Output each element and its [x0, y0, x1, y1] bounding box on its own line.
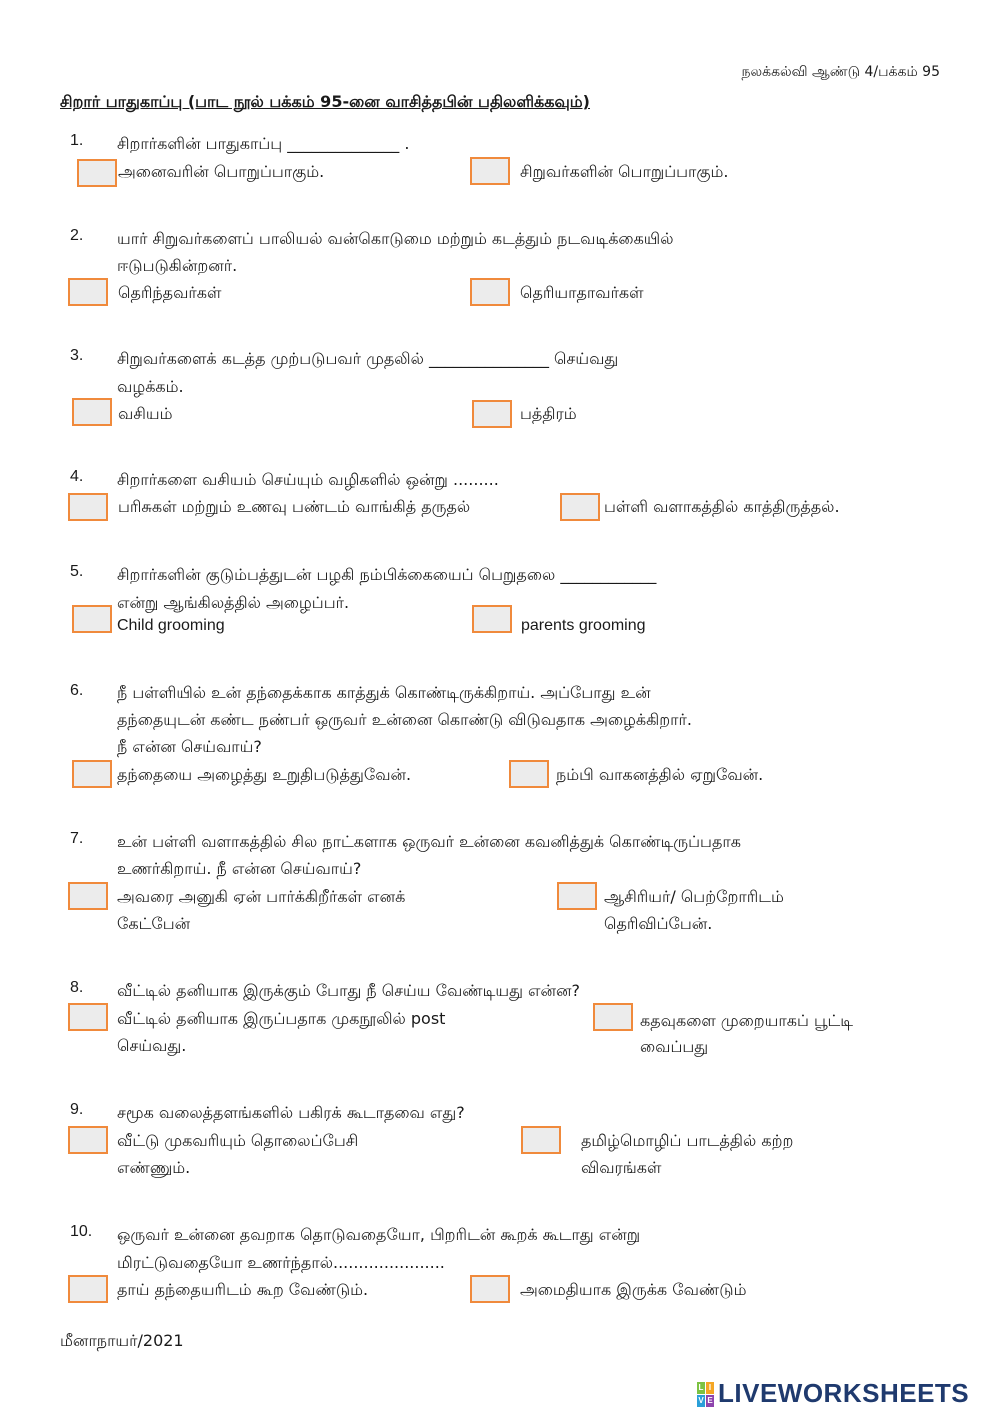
- question-number: 8.: [70, 979, 84, 996]
- page-reference: நலக்கல்வி ஆண்டு 4/பக்கம் 95: [741, 64, 940, 80]
- question-number: 1.: [70, 132, 84, 149]
- question-number: 10.: [70, 1223, 93, 1240]
- option-label: வீட்டில் தனியாக இருப்பதாக முகநூலில் post: [117, 1009, 446, 1028]
- option-label: நம்பி வாகனத்தில் ஏறுவேன்.: [556, 765, 764, 784]
- answer-checkbox[interactable]: [68, 882, 108, 910]
- question-text: வீட்டில் தனியாக இருக்கும் போது நீ செய்ய வேண்டியது என்ன?: [117, 981, 581, 1000]
- option-label: வசியம்: [118, 404, 173, 423]
- option-label: கதவுகளை முறையாகப் பூட்டி: [640, 1011, 853, 1030]
- option-label: பத்திரம்: [520, 404, 577, 423]
- answer-checkbox[interactable]: [68, 1003, 108, 1031]
- answer-checkbox[interactable]: [68, 1275, 108, 1303]
- answer-checkbox[interactable]: [593, 1003, 633, 1031]
- option-label: தந்தையை அழைத்து உறுதிபடுத்துவேன்.: [117, 765, 412, 784]
- question-number: 5.: [70, 563, 84, 580]
- question-text: உன் பள்ளி வளாகத்தில் சில நாட்களாக ஒருவர் உன்னை கவனித்துக் கொண்டிருப்பதாக: [117, 832, 741, 851]
- question-text: சமூக வலைத்தளங்களில் பகிரக் கூடாதவை எது?: [117, 1103, 465, 1122]
- answer-checkbox[interactable]: [557, 882, 597, 910]
- question-text: ஒருவர் உன்னை தவறாக தொடுவதையோ, பிறரிடன் கூறக் கூடாது என்று: [117, 1225, 641, 1244]
- answer-checkbox[interactable]: [72, 605, 112, 633]
- option-label: பள்ளி வளாகத்தில் காத்திருத்தல்.: [604, 497, 840, 516]
- question-text: தந்தையுடன் கண்ட நண்பர் ஒருவர் உன்னை கொண்டு விடுவதாக அழைக்கிறார்.: [117, 710, 692, 729]
- answer-checkbox[interactable]: [470, 157, 510, 185]
- question-text: நீ என்ன செய்வாய்?: [117, 737, 262, 756]
- logo-mark-v: V: [698, 1396, 704, 1405]
- question-text: மிரட்டுவதையோ உணர்ந்தால்......................: [117, 1253, 445, 1272]
- question-text: சிறார்களின் பாதுகாப்பு ______________ .: [117, 134, 410, 153]
- question-text: என்று ஆங்கிலத்தில் அழைப்பர்.: [117, 593, 350, 612]
- question-number: 4.: [70, 468, 84, 485]
- question-text: சிறுவர்களைக் கடத்த முற்படுபவர் முதலில் _______________ செய்வது: [117, 349, 619, 368]
- question-number: 9.: [70, 1101, 84, 1118]
- answer-checkbox[interactable]: [77, 159, 117, 187]
- option-label: parents grooming: [521, 617, 646, 634]
- option-label: விவரங்கள்: [581, 1158, 662, 1177]
- question-text: உணர்கிறாய். நீ என்ன செய்வாய்?: [117, 859, 362, 878]
- option-label: தெரிந்தவர்கள்: [118, 283, 222, 302]
- answer-checkbox[interactable]: [72, 760, 112, 788]
- question-text: யார் சிறுவர்களைப் பாலியல் வன்கொடுமை மற்றும் கடத்தும் நடவடிக்கையில்: [117, 229, 674, 248]
- question-number: 2.: [70, 227, 84, 244]
- answer-checkbox[interactable]: [472, 605, 512, 633]
- question-text: சிறார்களின் குடும்பத்துடன் பழகி நம்பிக்கையைப் பெறுதலை ____________: [117, 565, 657, 584]
- answer-checkbox[interactable]: [68, 278, 108, 306]
- answer-checkbox[interactable]: [72, 398, 112, 426]
- logo-mark-e: E: [707, 1396, 713, 1405]
- option-label: வீட்டு முகவரியும் தொலைப்பேசி: [117, 1131, 359, 1150]
- option-label: பரிசுகள் மற்றும் உணவு பண்டம் வாங்கித் தருதல்: [118, 497, 471, 516]
- option-label: அவரை அனுகி ஏன் பார்க்கிறீர்கள் எனக்: [117, 887, 406, 906]
- logo-mark-i: I: [706, 1382, 714, 1394]
- question-number: 3.: [70, 347, 84, 364]
- question-number: 7.: [70, 830, 84, 847]
- question-text: வழக்கம்.: [117, 377, 184, 396]
- option-label: கேட்பேன்: [117, 914, 191, 933]
- question-text: நீ பள்ளியில் உன் தந்தைக்காக காத்துக் கொண்டிருக்கிறாய். அப்போது உன்: [117, 683, 651, 702]
- answer-checkbox[interactable]: [68, 1126, 108, 1154]
- option-label: சிறுவர்களின் பொறுப்பாகும்.: [520, 162, 729, 181]
- option-label: அனைவரின் பொறுப்பாகும்.: [118, 162, 325, 181]
- answer-checkbox[interactable]: [560, 493, 600, 521]
- option-label: எண்ணும்.: [117, 1158, 191, 1177]
- answer-checkbox[interactable]: [68, 493, 108, 521]
- liveworksheets-logo[interactable]: LIVEWORKSHEETS: [718, 1378, 970, 1408]
- answer-checkbox[interactable]: [509, 760, 549, 788]
- question-text: சிறார்களை வசியம் செய்யும் வழிகளில் ஒன்று .........: [117, 470, 499, 489]
- worksheet-title: சிறார் பாதுகாப்பு (பாட நூல் பக்கம் 95-னை வாசித்தபின் பதிலளிக்கவும்): [60, 92, 590, 111]
- answer-checkbox[interactable]: [470, 1275, 510, 1303]
- answer-checkbox[interactable]: [470, 278, 510, 306]
- option-label: ஆசிரியர்/ பெற்றோரிடம்: [604, 887, 784, 906]
- answer-checkbox[interactable]: [521, 1126, 561, 1154]
- question-text: ஈடுபடுகின்றனர்.: [117, 256, 238, 275]
- logo-mark-l: L: [698, 1383, 704, 1392]
- option-label: அமைதியாக இருக்க வேண்டும்: [520, 1280, 747, 1299]
- option-label: தாய் தந்தையரிடம் கூற வேண்டும்.: [117, 1280, 369, 1299]
- option-label: தமிழ்மொழிப் பாடத்தில் கற்ற: [581, 1131, 794, 1150]
- author-credit: மீனாநாயர்/2021: [60, 1331, 184, 1350]
- option-label: Child grooming: [117, 617, 225, 634]
- answer-checkbox[interactable]: [472, 400, 512, 428]
- liveworksheets-logo-icon: [697, 1382, 715, 1408]
- option-label: செய்வது.: [117, 1036, 187, 1055]
- question-number: 6.: [70, 682, 84, 699]
- option-label: தெரியாதாவர்கள்: [520, 283, 644, 302]
- option-label: வைப்பது: [640, 1037, 709, 1056]
- option-label: தெரிவிப்பேன்.: [604, 914, 713, 933]
